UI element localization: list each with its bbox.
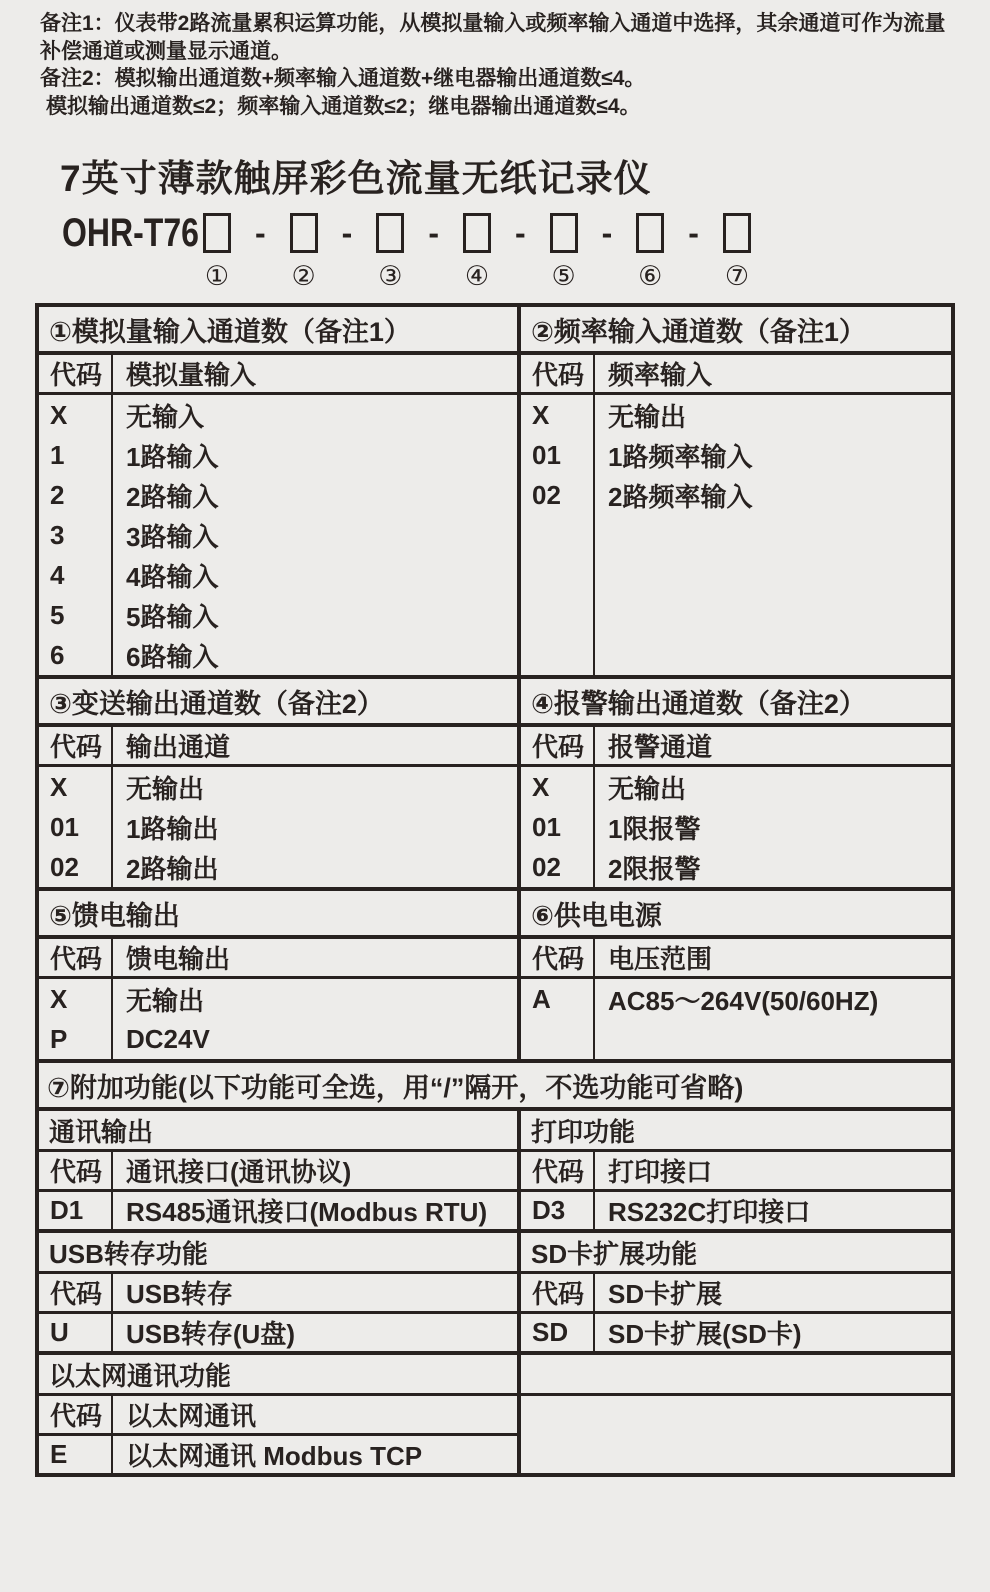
header-row (39, 1396, 517, 1436)
section-power-supply (521, 891, 951, 1059)
section-print (521, 1111, 951, 1229)
section-alarm-output (521, 679, 951, 887)
code-header: 代码 (39, 1274, 113, 1311)
empty-title-cell (521, 1355, 951, 1396)
code-header: 代码 (521, 1274, 595, 1311)
table-row (39, 555, 517, 595)
code-cell: 2 (39, 475, 113, 515)
table-row (521, 807, 951, 847)
desc-cell: 1路输出 (126, 813, 219, 844)
additional-functions-header: ⑦附加功能(以下功能可全选，用“/”隔开，不选功能可省略) (39, 1063, 951, 1111)
section-title: 通讯输出 (39, 1111, 517, 1152)
desc-cell: 2路频率输入 (608, 481, 753, 512)
section-analog-input (39, 307, 521, 675)
desc-header: 输出通道 (126, 732, 231, 762)
desc-cell: 无输出 (126, 985, 205, 1016)
position-marker-5: ⑤ (551, 261, 576, 291)
model-prefix-wrap (62, 210, 202, 256)
section-body (521, 979, 951, 1059)
code-cell: 01 (39, 807, 113, 847)
section-title: SD卡扩展功能 (521, 1233, 951, 1274)
desc-cell: 5路输入 (126, 601, 219, 632)
code-header: 代码 (521, 939, 595, 976)
subgroup-ethernet (39, 1351, 951, 1473)
section-body (39, 979, 517, 1059)
empty-filler (521, 1019, 951, 1059)
code-cell: X (521, 395, 595, 435)
section-freq-input (521, 307, 951, 675)
model-code-box-7 (723, 213, 751, 253)
model-code-unit-5 (549, 210, 579, 291)
table-row (521, 847, 951, 887)
model-prefix: OHR-T76 (62, 211, 199, 255)
code-cell: 1 (39, 435, 113, 475)
desc-cell: 以太网通讯 Modbus TCP (126, 1441, 423, 1471)
desc-header: 打印接口 (608, 1157, 713, 1187)
desc-cell: RS485通讯接口(Modbus RTU) (126, 1197, 488, 1227)
subgroup-usb-sd (39, 1229, 951, 1351)
code-cell: 02 (521, 847, 595, 887)
desc-cell: 1路频率输入 (608, 441, 753, 472)
model-code-unit-2 (289, 210, 319, 291)
table-row (39, 1314, 517, 1351)
model-code-unit-6 (635, 210, 665, 291)
header-row (521, 939, 951, 979)
remark-2-line-1: 备注2：模拟输出通道数+频率输入通道数+继电器输出通道数≤4。 (40, 67, 646, 90)
group-4-additional (39, 1063, 951, 1473)
code-header: 代码 (39, 1152, 113, 1189)
dash-separator: - (428, 214, 439, 251)
model-code-box-2 (290, 213, 318, 253)
code-cell: 01 (521, 807, 595, 847)
code-cell: X (521, 767, 595, 807)
table-row (39, 847, 517, 887)
desc-cell: 无输出 (126, 773, 205, 804)
header-row (39, 727, 517, 767)
section-title: ④报警输出通道数（备注2） (521, 679, 951, 727)
code-header: 代码 (39, 355, 113, 392)
desc-cell: 2限报警 (608, 853, 701, 884)
table-row (39, 1192, 517, 1229)
table-row (39, 1436, 517, 1473)
code-header: 代码 (39, 939, 113, 976)
desc-header: 频率输入 (608, 360, 713, 390)
code-cell: 5 (39, 595, 113, 635)
table-row (521, 1314, 951, 1351)
table-row (521, 435, 951, 475)
model-code-box-1 (203, 213, 231, 253)
section-body (39, 395, 517, 675)
section-usb (39, 1233, 521, 1351)
model-code-box-4 (463, 213, 491, 253)
code-cell: X (39, 767, 113, 807)
dash-separator: - (688, 214, 699, 251)
table-row (39, 515, 517, 555)
code-cell: 01 (521, 435, 595, 475)
table-row (39, 767, 517, 807)
table-row (521, 475, 951, 515)
empty-filler (521, 515, 951, 675)
remark-1-line-1: 备注1：仪表带2路流量累积运算功能，从模拟量输入或频率输入通道中选择，其余通道可作为流量 (40, 12, 946, 35)
desc-header: 馈电输出 (126, 944, 231, 974)
section-title: ⑥供电电源 (521, 891, 951, 939)
empty-cell (521, 1396, 951, 1473)
code-cell: D3 (521, 1192, 595, 1229)
desc-header: USB转存 (126, 1279, 233, 1309)
section-title: ⑤馈电输出 (39, 891, 517, 939)
table-row (39, 979, 517, 1019)
table-row (521, 395, 951, 435)
model-code-unit-1 (202, 210, 232, 291)
table-row (39, 595, 517, 635)
model-code-box-3 (376, 213, 404, 253)
section-sd-card (521, 1233, 951, 1351)
dash-separator: - (341, 214, 353, 251)
dash-separator: - (514, 214, 526, 251)
model-code-box-5 (550, 213, 578, 253)
header-row (521, 727, 951, 767)
section-title: ②频率输入通道数（备注1） (521, 307, 951, 355)
code-cell: 3 (39, 515, 113, 555)
model-code-unit-3 (375, 210, 405, 291)
model-code-line (62, 210, 990, 291)
section-title: USB转存功能 (39, 1233, 517, 1274)
section-comm-output (39, 1111, 521, 1229)
section-feed-output (39, 891, 521, 1059)
section-title: ③变送输出通道数（备注2） (39, 679, 517, 727)
code-cell: 02 (39, 847, 113, 887)
header-row (39, 355, 517, 395)
table-row (39, 807, 517, 847)
code-cell: X (39, 395, 113, 435)
header-row (39, 939, 517, 979)
section-body (521, 395, 951, 675)
desc-cell: RS232C打印接口 (608, 1197, 811, 1227)
position-marker-7: ⑦ (724, 261, 750, 291)
code-cell: SD (521, 1314, 595, 1351)
desc-header: 模拟量输入 (126, 360, 257, 390)
table-row (39, 475, 517, 515)
desc-cell: USB转存(U盘) (126, 1319, 295, 1349)
code-header: 代码 (39, 727, 113, 764)
table-row (39, 395, 517, 435)
code-header: 代码 (521, 1152, 595, 1189)
code-cell: D1 (39, 1192, 113, 1229)
code-header: 代码 (521, 355, 595, 392)
section-ethernet (39, 1355, 521, 1473)
code-cell: 4 (39, 555, 113, 595)
code-header: 代码 (521, 727, 595, 764)
section-title: ①模拟量输入通道数（备注1） (39, 307, 517, 355)
remark-2-line-2: 模拟输出通道数≤2；频率输入通道数≤2；继电器输出通道数≤4。 (46, 94, 641, 118)
position-marker-3: ③ (378, 261, 403, 291)
section-title: 打印功能 (521, 1111, 951, 1152)
dash-separator: - (255, 214, 266, 251)
desc-header: 以太网通讯 (126, 1401, 257, 1431)
desc-cell: DC24V (126, 1023, 210, 1054)
desc-cell: 2路输出 (126, 853, 219, 884)
table-row (521, 1192, 951, 1229)
position-marker-6: ⑥ (638, 261, 663, 291)
section-transmit-output (39, 679, 521, 887)
product-title: 7英寸薄款触屏彩色流量无纸记录仪 (60, 158, 652, 199)
code-cell: A (521, 979, 595, 1019)
code-cell: E (39, 1436, 113, 1473)
desc-cell: 4路输入 (126, 561, 219, 592)
desc-cell: 6路输入 (126, 641, 219, 672)
desc-header: 通讯接口(通讯协议) (126, 1157, 352, 1187)
code-cell: 02 (521, 475, 595, 515)
code-header: 代码 (39, 1396, 113, 1433)
position-marker-4: ④ (464, 261, 490, 291)
header-row (39, 1152, 517, 1192)
code-cell: P (39, 1019, 113, 1059)
header-row (521, 1152, 951, 1192)
code-cell: U (39, 1314, 113, 1351)
subgroup-comm-print (39, 1111, 951, 1229)
header-row (39, 1274, 517, 1314)
table-row (521, 979, 951, 1019)
group-2 (39, 679, 951, 891)
remarks-block (0, 0, 990, 120)
section-body (521, 767, 951, 887)
order-table (35, 303, 955, 1477)
section-title: 以太网通讯功能 (39, 1355, 517, 1396)
desc-header: 电压范围 (608, 944, 713, 974)
header-row (521, 1274, 951, 1314)
section-body (39, 767, 517, 887)
group-1 (39, 307, 951, 679)
desc-cell: 1限报警 (608, 813, 701, 844)
table-row (39, 635, 517, 675)
model-code-box-6 (636, 213, 664, 253)
remark-1-line-2: 补偿通道或测量显示通道。 (40, 39, 292, 63)
section-ethernet-empty (521, 1355, 951, 1473)
desc-cell: 2路输入 (126, 481, 219, 512)
desc-cell: SD卡扩展(SD卡) (608, 1319, 802, 1349)
header-row (521, 355, 951, 395)
desc-header: 报警通道 (608, 732, 713, 762)
desc-cell: 无输出 (608, 401, 687, 432)
code-cell: 6 (39, 635, 113, 675)
model-code-unit-4 (462, 210, 492, 291)
group-3 (39, 891, 951, 1063)
desc-header: SD卡扩展 (608, 1279, 723, 1309)
model-code-unit-7 (722, 210, 752, 291)
desc-cell: 1路输入 (126, 441, 219, 472)
desc-cell: 无输入 (126, 401, 205, 432)
table-row (39, 435, 517, 475)
dash-separator: - (601, 214, 613, 251)
position-marker-1: ① (204, 261, 230, 291)
desc-cell: AC85～264V(50/60HZ) (608, 985, 879, 1016)
table-row (39, 1019, 517, 1059)
desc-cell: 3路输入 (126, 521, 219, 552)
table-row (521, 767, 951, 807)
position-marker-2: ② (291, 261, 316, 291)
desc-cell: 无输出 (608, 773, 687, 804)
code-cell: X (39, 979, 113, 1019)
